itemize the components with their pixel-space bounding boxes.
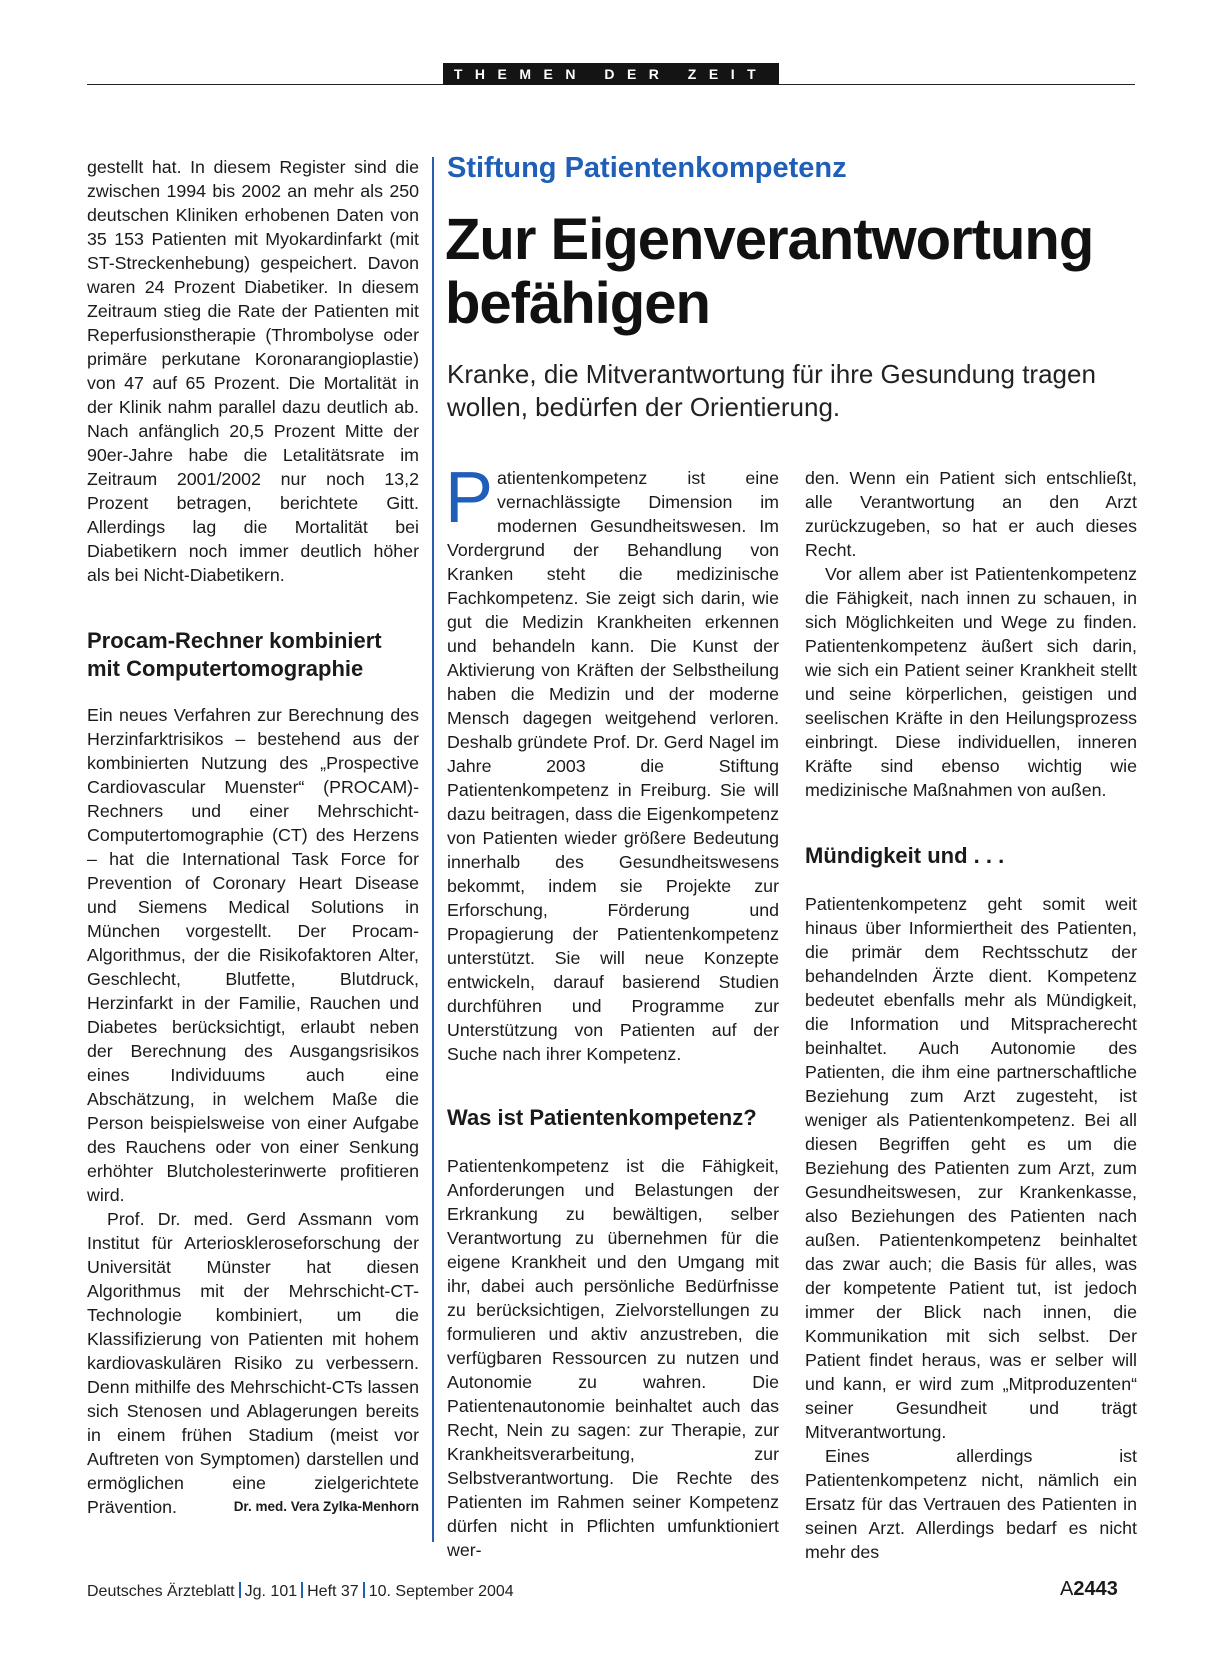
article-headline: Zur Eigenverantwortung befähigen xyxy=(445,207,1094,336)
footer-journal: Deutsches Ärzteblatt xyxy=(87,1583,235,1600)
drop-cap: P xyxy=(445,458,494,538)
middle-paragraph-1-text: atientenkompetenz ist eine vernachlässigte Dimension im modernen Gesundheitswesen. Im Vordergrund der Behandlung von Kranken steht die medizinische Fachkompetenz. Sie zeigt sich darin, wie gut die Medizin Krankheiten erkennen und behandeln kann. Die Kunst der Aktivierung von Kräften der Selbstheilung haben die Medizin und der moderne Mensch dagegen weitgehend verloren. Deshalb gründete Prof. Dr. Gerd Nagel im Jahre 2003 die Stiftung Patientenkompetenz in Freiburg. Sie will dazu beitragen, dass die Eigenkompetenz von Patienten wieder größere Bedeutung innerhalb des Gesundheitswesens bekommt, indem sie Projekte zur Erforschung, Förderung und Propagierung der Patientenkompetenz unterstützt. Sie will neue Konzepte entwickeln, darauf basierend Studien durchführen und Programme zur Unterstützung von Patienten auf der Suche nach ihrer Kompetenz. xyxy=(447,468,779,1064)
column-divider xyxy=(432,157,434,1542)
page-prefix: A xyxy=(1060,1578,1074,1600)
right-paragraph-1: den. Wenn ein Patient sich entschließt, alle Verantwortung an den Arzt zurückzugeben, so hat er auch dieses Recht. xyxy=(805,468,1137,560)
footer-separator xyxy=(363,1582,365,1598)
right-subheading: Mündigkeit und . . . xyxy=(805,843,1005,868)
footer-citation xyxy=(87,1582,514,1601)
footer-issue: Heft 37 xyxy=(307,1583,359,1600)
footer-date: 10. September 2004 xyxy=(368,1583,514,1600)
left-column xyxy=(87,155,419,1519)
footer-separator xyxy=(301,1582,303,1598)
right-column xyxy=(805,466,1137,1564)
footer-separator xyxy=(239,1582,241,1598)
left-paragraph-3 xyxy=(87,1207,419,1519)
article-deck: Kranke, die Mitverantwortung für ihre Gesundung tragen wollen, bedürfen der Orientierung. xyxy=(447,359,1096,422)
footer-volume: Jg. 101 xyxy=(244,1583,298,1600)
middle-paragraph-2: Patientenkompetenz ist die Fähigkeit, Anforderungen und Belastungen der Erkrankung zu bewältigen, selber Verantwortung zu übernehmen für die eigene Krankheit und den Umgang mit ihr, dabei auch persönliche Bedürfnisse zu berücksichtigen, Zielvorstellungen zu formulieren und aktiv anzustreben, die verfügbaren Ressourcen zu nutzen und Autonomie zu wahren. Die Patientenautonomie beinhaltet auch das Recht, Nein zu sagen: zur Therapie, zur Krankheitsverarbeitung, zur Selbstverantwortung. Die Rechte des Patienten im Rahmen seiner Kompetenz dürfen nicht in Pflichten umfunktioniert wer- xyxy=(447,1156,779,1560)
middle-subheading: Was ist Patientenkompetenz? xyxy=(447,1105,757,1130)
page-number xyxy=(1060,1578,1118,1601)
right-paragraph-3: Patientenkompetenz geht somit weit hinaus über Informiertheit des Patienten, die primär dem Rechtsschutz der behandelnden Ärzte dient. Kompetenz bedeutet ebenfalls mehr als Mündigkeit, die Information und Mitspracherecht beinhaltet. Auch Autonomie des Patienten, die ihm eine partnerschaftliche Beziehung zum Arzt zugesteht, ist weniger als Patientenkompetenz. Bei all diesen Begriffen geht es um die Beziehung des Patienten zum Arzt, zum Gesundheitswesen, zur Krankenkasse, also Beziehungen des Patienten nach außen. Patientenkompetenz beinhaltet das zwar auch; die Basis für alles, was der kompetente Patient tut, ist jedoch immer der Blick nach innen, die Kommunikation mit sich selbst. Der Patient findet heraus, was er selber will und kann, er wird zum „Mitproduzenten“ seiner Gesundheit und trägt Mitverantwortung. xyxy=(805,894,1137,1442)
author-byline: Dr. med. Vera Zylka-Menhorn xyxy=(233,1499,419,1514)
left-paragraph-3-text: Prof. Dr. med. Gerd Assmann vom Institut für Arterioskleroseforschung der Universität Münster hat diesen Algorithmus mit der Mehrschicht-CT-Technologie kombiniert, um die Klassifizierung von Patienten mit hohem kardiovaskulären Risiko zu verbessern. Denn mithilfe des Mehrschicht-CTs lassen sich Stenosen und Ablagerungen bereits in einem frühen Stadium (meist vor Auftreten von Symptomen) darstellen und ermöglichen eine zielgerichtete Prävention. xyxy=(87,1209,419,1517)
page-number-value: 2443 xyxy=(1073,1578,1118,1600)
right-paragraph-4: Eines allerdings ist Patientenkompetenz nicht, nämlich ein Ersatz für das Vertrauen des Patienten in seinen Arzt. Allerdings bedarf es nicht mehr des xyxy=(805,1446,1137,1562)
middle-paragraph-1 xyxy=(445,458,779,1066)
right-paragraph-2: Vor allem aber ist Patientenkompetenz die Fähigkeit, nach innen zu schauen, in sich Möglichkeiten und Wege zu finden. Patientenkompetenz äußert sich darin, wie sich ein Patient seiner Krankheit stellt und seine körperlichen, geistigen und seelischen Kräfte in den Heilungsprozess einbringt. Diese individuellen, inneren Kräfte sind ebenso wichtig wie medizinische Maßnahmen von außen. xyxy=(805,564,1137,800)
article-kicker: Stiftung Patientenkompetenz xyxy=(447,152,847,184)
left-subheading: Procam-Rechner kombiniert mit Computertomographie xyxy=(87,628,382,681)
left-paragraph-2: Ein neues Verfahren zur Berechnung des Herzinfarktrisikos – bestehend aus der kombinierten Nutzung des „Prospective Cardiovascular Muenster“ (PROCAM)-Rechners und einer Mehrschicht-Computertomographie (CT) des Herzens – hat die International Task Force for Prevention of Coronary Heart Disease und Siemens Medical Solutions in München vorgestellt. Der Procam-Algorithmus, der die Risikofaktoren Alter, Geschlecht, Blutfette, Blutdruck, Herzinfarkt in der Familie, Rauchen und Diabetes berücksichtigt, erlaubt neben der Berechnung des Ausgangsrisikos eines Individuums auch eine Abschätzung, in welchem Maße die Person beispielsweise von einer Aufgabe des Rauchens oder von einer Senkung erhöhter Blutcholesterinwerte profitieren wird. xyxy=(87,705,419,1205)
section-label: THEMEN DER ZEIT xyxy=(443,63,779,85)
middle-column xyxy=(445,458,779,1562)
left-paragraph-1: gestellt hat. In diesem Register sind die zwischen 1994 bis 2002 an mehr als 250 deutschen Kliniken erhobenen Daten von 35 153 Patienten mit Myokardinfarkt (mit ST-Streckenhebung) gespeichert. Davon waren 24 Prozent Diabetiker. In diesem Zeitraum stieg die Rate der Patienten mit Reperfusionstherapie (Thrombolyse oder primäre perkutane Koronarangioplastie) von 47 auf 65 Prozent. Die Mortalität in der Klinik nahm parallel dazu deutlich ab. Nach anfänglich 20,5 Prozent Mitte der 90er-Jahre habe die Letalitätsrate im Zeitraum 2001/2002 nur noch 13,2 Prozent betragen, berichtete Gitt. Allerdings lag die Mortalität bei Diabetikern noch immer deutlich höher als bei Nicht-Diabetikern. xyxy=(87,157,419,585)
